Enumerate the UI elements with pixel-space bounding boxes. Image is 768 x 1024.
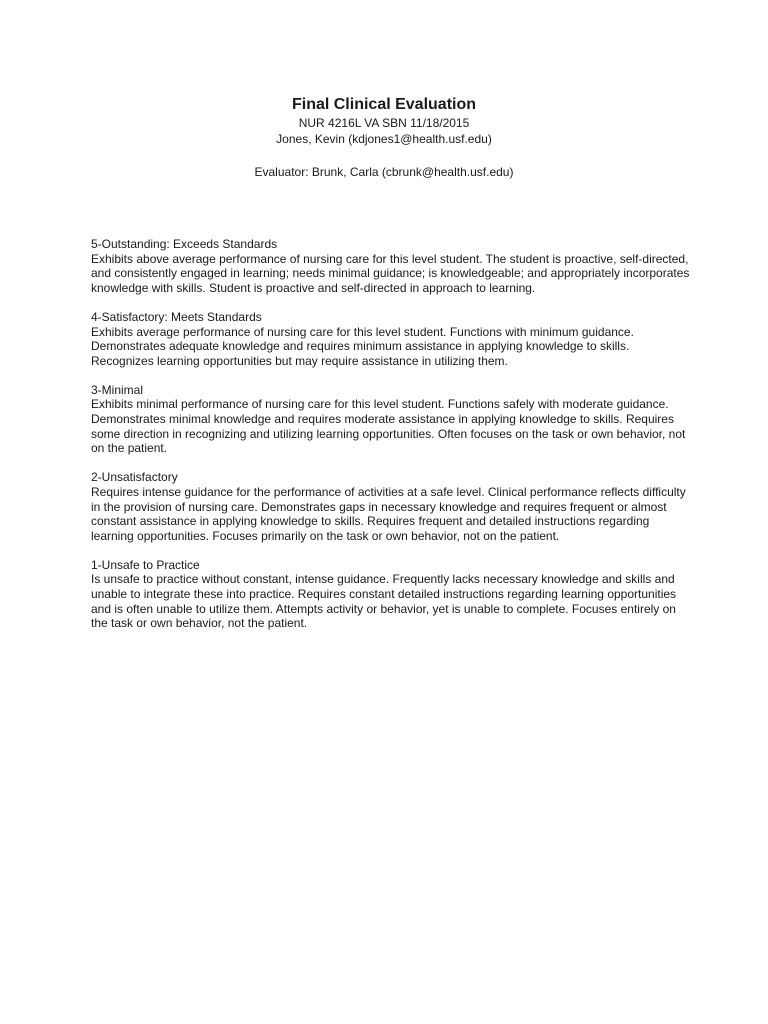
rating-level-1 (91, 558, 691, 632)
rating-level-title: 4-Satisfactory: Meets Standards (91, 309, 262, 324)
rating-level-description: Exhibits above average performance of nursing care for this level student. The student is proactive, self-directed, and consistently engaged in learning; needs minimal guidance; is knowledgeable; and appropriately incorporates knowledge with skills. Student is proactive and self-directed in approach to learning. (91, 251, 690, 296)
rating-level-title: 2-Unsatisfactory (91, 470, 178, 485)
rating-level-description: Is unsafe to practice without constant, intense guidance. Frequently lacks necessary knowledge and skills and unable to integrate these into practice. Requires constant detailed instructions regarding learning opportunities and is often unable to utilize them. Attempts activity or behavior, yet is unable to complete. Focuses entirely on the task or own behavior, not the patient. (91, 572, 677, 631)
rating-level-3 (91, 383, 691, 457)
rating-level-title: 5-Outstanding: Exceeds Standards (91, 237, 278, 251)
evaluator-line: Evaluator: Brunk, Carla (cbrunk@health.usf.edu) (254, 165, 514, 179)
rating-level-5 (91, 237, 691, 296)
rating-level-description: Exhibits average performance of nursing care for this level student. Functions with minimum guidance. Demonstrates adequate knowledge and requires minimum assistance in applying knowledge to skills. Recognizes learning opportunities but may require assistance in utilizing them. (91, 324, 634, 368)
course-line: NUR 4216L VA SBN 11/18/2015 (298, 116, 470, 130)
rating-level-title: 3-Minimal (91, 382, 144, 397)
page-title: Final Clinical Evaluation (291, 96, 477, 113)
rating-level-2 (91, 470, 691, 544)
rating-level-title: 1-Unsafe to Practice (91, 557, 200, 572)
rating-level-4 (91, 310, 691, 369)
student-line: Jones, Kevin (kdjones1@health.usf.edu) (276, 132, 492, 146)
rating-level-description: Requires intense guidance for the performance of activities at a safe level. Clinical performance reflects difficulty in the provision of nursing care. Demonstrates gaps in necessary knowledge and requires frequent or almost constant assistance in applying knowledge to skills. Requires frequent and detailed instructions regarding learning opportunities. Focuses primarily on the task or own behavior, not on the patient. (91, 484, 686, 543)
rating-levels (91, 237, 691, 645)
rating-level-description: Exhibits minimal performance of nursing care for this level student. Functions safely with moderate guidance. Demonstrates minimal knowledge and requires moderate assistance in applying knowledge to skills. Requires some direction in recognizing and utilizing learning opportunities. Often focuses on the task or own behavior, not on the patient. (91, 397, 686, 456)
document-header (0, 95, 768, 180)
